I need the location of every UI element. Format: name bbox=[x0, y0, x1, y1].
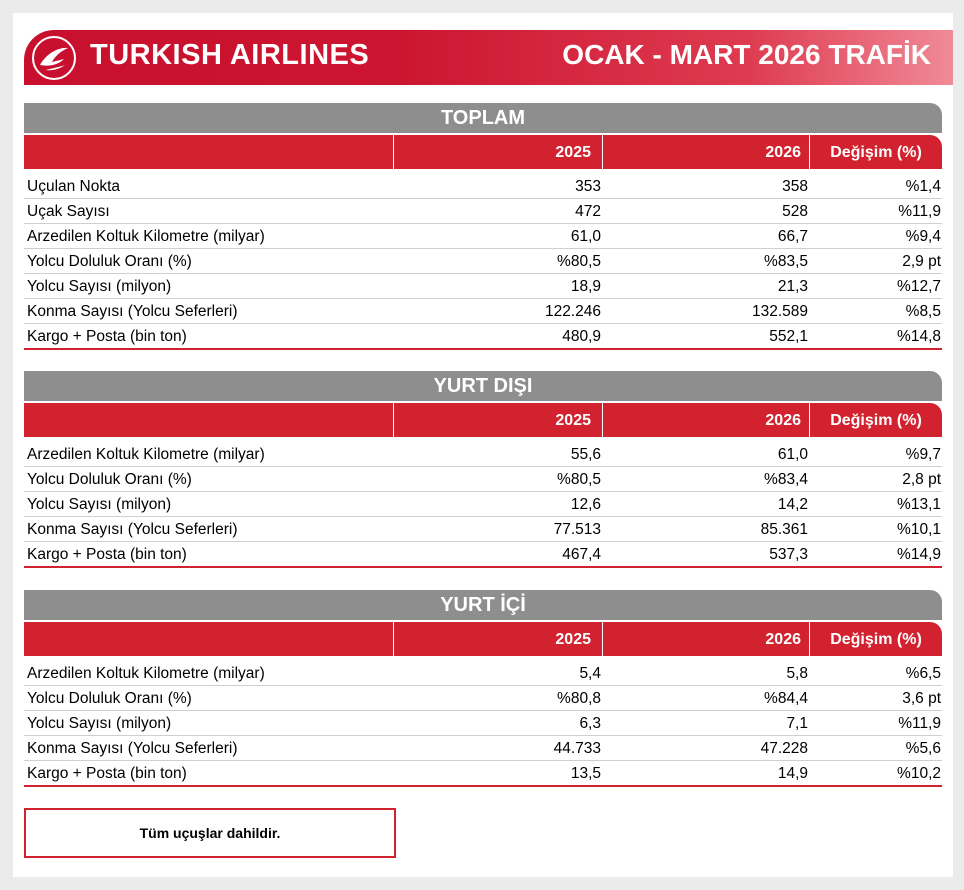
section-title: YURT DIŞI bbox=[24, 371, 942, 401]
row-label: Konma Sayısı (Yolcu Seferleri) bbox=[27, 303, 238, 320]
row-label: Yolcu Sayısı (milyon) bbox=[27, 496, 172, 513]
value-2026: 528 bbox=[782, 203, 808, 220]
value-change: %1,4 bbox=[905, 178, 941, 195]
value-2026: 358 bbox=[782, 178, 808, 195]
value-change: %13,1 bbox=[897, 496, 941, 513]
value-2026: 85.361 bbox=[760, 521, 808, 538]
table-body bbox=[24, 442, 942, 568]
value-2026: 7,1 bbox=[786, 715, 808, 732]
value-change: %11,9 bbox=[898, 715, 941, 732]
value-change: 3,6 pt bbox=[902, 690, 941, 707]
column-header-2026: 2026 bbox=[603, 622, 810, 656]
value-2025: %80,8 bbox=[557, 690, 601, 707]
row-label: Yolcu Sayısı (milyon) bbox=[27, 278, 172, 295]
section-toplam bbox=[24, 103, 942, 350]
value-2025: 353 bbox=[575, 178, 601, 195]
value-change: %14,9 bbox=[897, 546, 941, 563]
value-change: %9,4 bbox=[905, 228, 941, 245]
table-row bbox=[24, 442, 942, 467]
value-2026: 552,1 bbox=[769, 328, 808, 345]
table-row bbox=[24, 761, 942, 785]
footnote-box: Tüm uçuşlar dahildir. bbox=[24, 808, 396, 858]
value-2026: 132.589 bbox=[751, 303, 808, 320]
value-2025: %80,5 bbox=[557, 471, 601, 488]
column-header-change: Değişim (%) bbox=[810, 135, 942, 169]
table-row bbox=[24, 517, 942, 542]
table-row bbox=[24, 174, 942, 199]
column-header-2025: 2025 bbox=[394, 135, 603, 169]
column-header-change: Değişim (%) bbox=[810, 403, 942, 437]
value-2025: 122.246 bbox=[544, 303, 601, 320]
row-label: Arzedilen Koltuk Kilometre (milyar) bbox=[27, 665, 265, 682]
header-banner bbox=[24, 30, 953, 85]
section-title: TOPLAM bbox=[24, 103, 942, 133]
row-label: Kargo + Posta (bin ton) bbox=[27, 328, 187, 345]
value-2025: 12,6 bbox=[570, 496, 601, 513]
table-row bbox=[24, 224, 942, 249]
table-body bbox=[24, 661, 942, 787]
turkish-airlines-logo-icon bbox=[32, 36, 76, 80]
value-2025: 472 bbox=[575, 203, 601, 220]
value-2025: 61,0 bbox=[570, 228, 601, 245]
section-yurt-ici bbox=[24, 590, 942, 787]
value-2026: 21,3 bbox=[777, 278, 808, 295]
table-row bbox=[24, 711, 942, 736]
value-2026: 47.228 bbox=[760, 740, 808, 757]
value-2026: 14,2 bbox=[777, 496, 808, 513]
row-label: Uçak Sayısı bbox=[27, 203, 110, 220]
value-2025: 55,6 bbox=[570, 446, 601, 463]
value-change: %6,5 bbox=[905, 665, 941, 682]
value-2025: 13,5 bbox=[570, 765, 601, 782]
row-label: Kargo + Posta (bin ton) bbox=[27, 546, 187, 563]
column-header-2025: 2025 bbox=[394, 622, 603, 656]
row-label: Arzedilen Koltuk Kilometre (milyar) bbox=[27, 228, 265, 245]
value-2025: 77.513 bbox=[553, 521, 601, 538]
row-label: Arzedilen Koltuk Kilometre (milyar) bbox=[27, 446, 265, 463]
row-label: Yolcu Sayısı (milyon) bbox=[27, 715, 172, 732]
column-header-change: Değişim (%) bbox=[810, 622, 942, 656]
value-change: %10,1 bbox=[897, 521, 941, 538]
row-label: Yolcu Doluluk Oranı (%) bbox=[27, 253, 192, 270]
value-change: 2,8 pt bbox=[902, 471, 941, 488]
value-change: %14,8 bbox=[897, 328, 941, 345]
table-header bbox=[24, 403, 942, 437]
table-row bbox=[24, 324, 942, 348]
section-yurt-disi bbox=[24, 371, 942, 568]
section-title: YURT İÇİ bbox=[24, 590, 942, 620]
value-change: %9,7 bbox=[905, 446, 941, 463]
value-2026: 14,9 bbox=[777, 765, 808, 782]
value-2026: %83,4 bbox=[764, 471, 808, 488]
row-label: Uçulan Nokta bbox=[27, 178, 121, 195]
table-row bbox=[24, 736, 942, 761]
table-header bbox=[24, 622, 942, 656]
table-row bbox=[24, 661, 942, 686]
value-2026: 537,3 bbox=[769, 546, 808, 563]
row-label: Yolcu Doluluk Oranı (%) bbox=[27, 690, 192, 707]
value-change: %8,5 bbox=[905, 303, 941, 320]
row-label: Konma Sayısı (Yolcu Seferleri) bbox=[27, 740, 238, 757]
value-change: %10,2 bbox=[897, 765, 941, 782]
value-change: %12,7 bbox=[897, 278, 941, 295]
brand-name: TURKISH AIRLINES bbox=[90, 39, 370, 71]
header-blank-cell bbox=[24, 622, 394, 656]
value-2026: %84,4 bbox=[764, 690, 808, 707]
table-row bbox=[24, 542, 942, 566]
column-header-2026: 2026 bbox=[603, 135, 810, 169]
column-header-2025: 2025 bbox=[394, 403, 603, 437]
report-page bbox=[13, 13, 953, 877]
value-2025: %80,5 bbox=[557, 253, 601, 270]
value-2025: 44.733 bbox=[553, 740, 601, 757]
row-label: Yolcu Doluluk Oranı (%) bbox=[27, 471, 192, 488]
value-2026: 61,0 bbox=[777, 446, 808, 463]
value-2025: 6,3 bbox=[579, 715, 601, 732]
row-label: Konma Sayısı (Yolcu Seferleri) bbox=[27, 521, 238, 538]
value-2025: 480,9 bbox=[562, 328, 601, 345]
table-row bbox=[24, 274, 942, 299]
report-title: OCAK - MART 2026 TRAFİK bbox=[562, 39, 931, 70]
row-label: Kargo + Posta (bin ton) bbox=[27, 765, 187, 782]
value-2025: 467,4 bbox=[562, 546, 601, 563]
value-change: 2,9 pt bbox=[902, 253, 941, 270]
value-change: %11,9 bbox=[898, 203, 941, 220]
value-2025: 5,4 bbox=[579, 665, 601, 682]
table-row bbox=[24, 467, 942, 492]
header-blank-cell bbox=[24, 403, 394, 437]
table-row bbox=[24, 199, 942, 224]
value-change: %5,6 bbox=[905, 740, 941, 757]
table-row bbox=[24, 299, 942, 324]
header-blank-cell bbox=[24, 135, 394, 169]
table-header bbox=[24, 135, 942, 169]
table-row bbox=[24, 249, 942, 274]
value-2026: 66,7 bbox=[777, 228, 808, 245]
value-2025: 18,9 bbox=[570, 278, 601, 295]
table-row bbox=[24, 686, 942, 711]
table-row bbox=[24, 492, 942, 517]
column-header-2026: 2026 bbox=[603, 403, 810, 437]
value-2026: %83,5 bbox=[764, 253, 808, 270]
table-body bbox=[24, 174, 942, 350]
value-2026: 5,8 bbox=[786, 665, 808, 682]
